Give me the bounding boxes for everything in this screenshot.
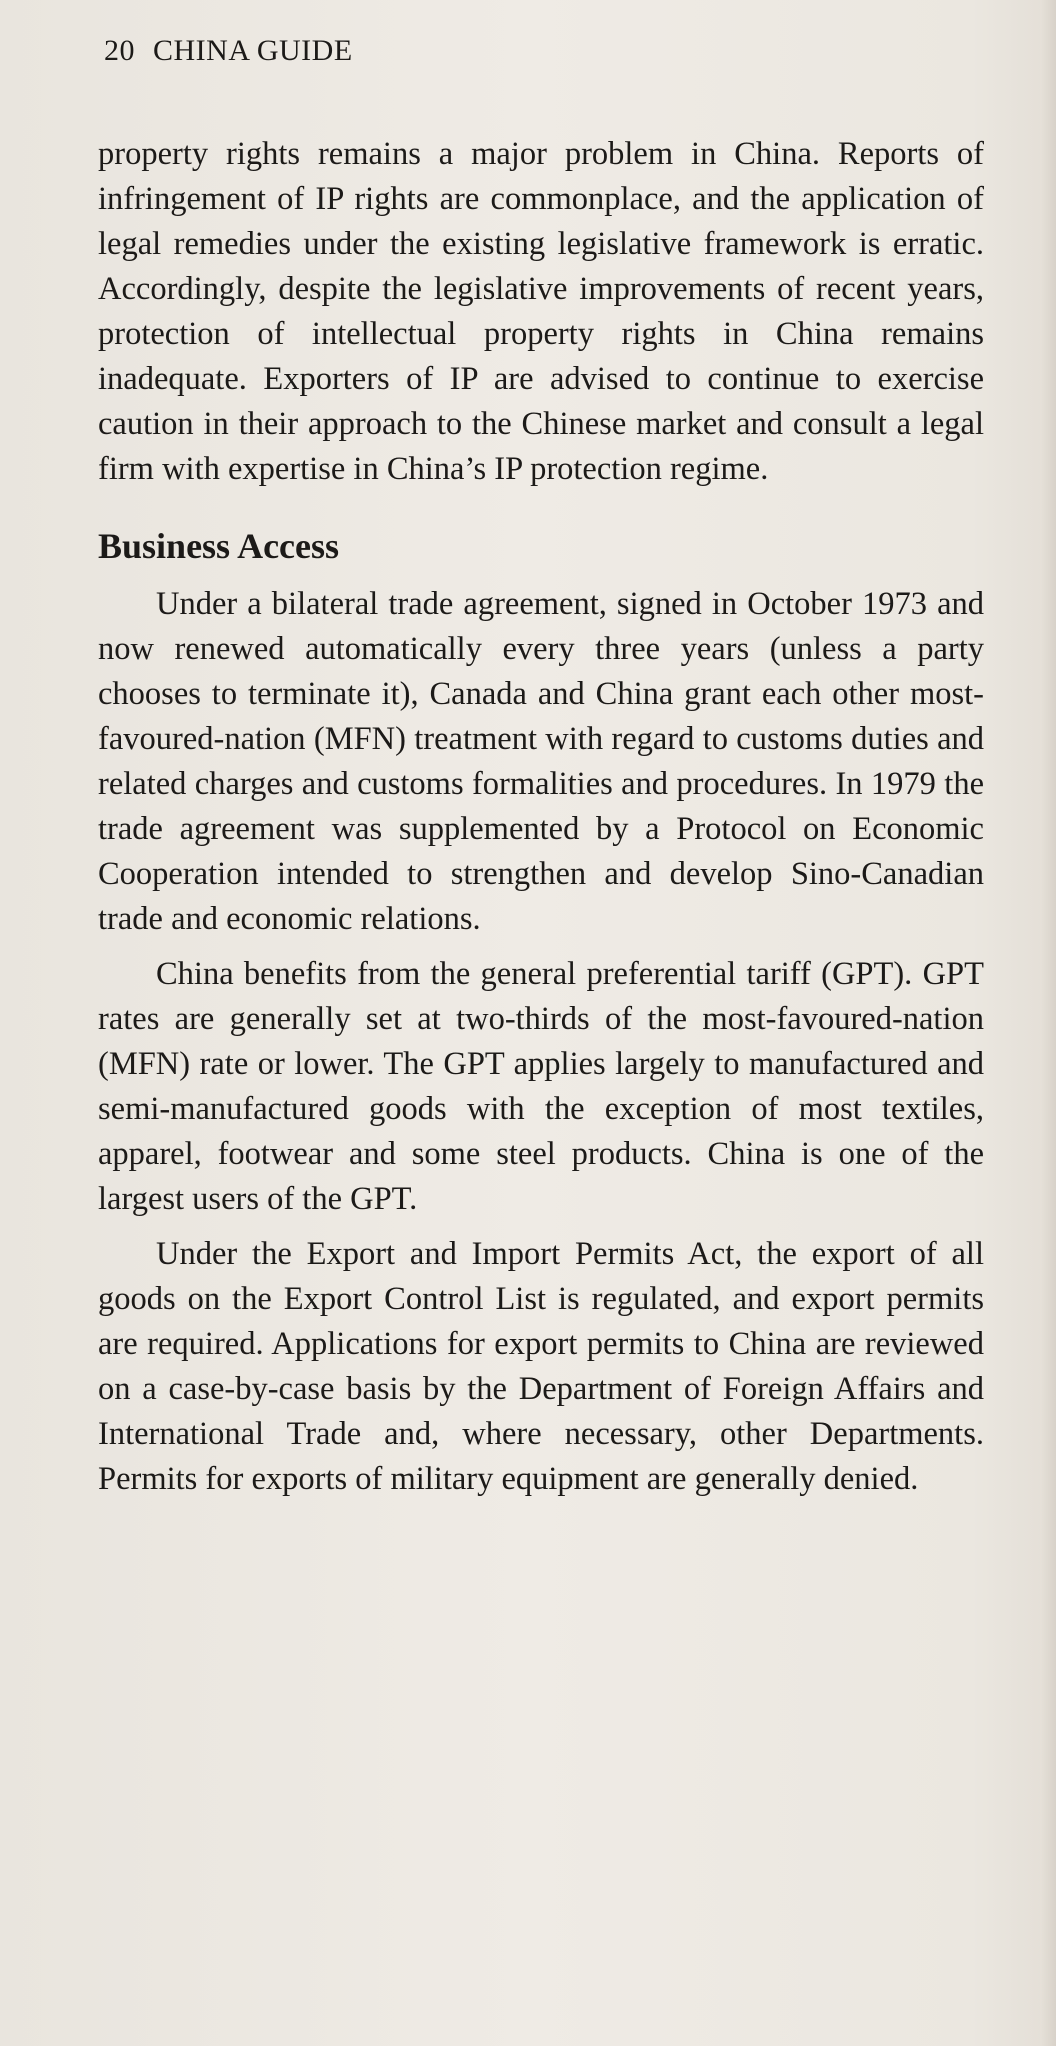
paragraph-export-permits: Under the Export and Import Permits Act, the export of all goods on the Export Control List is regulated, and export permits are required. Applications for export permits to China are reviewed on a case-by-case basis by the Department of Foreign Affairs and International Trade and, where necessary, other Departments. Permits for exports of military equipment are generally denied. <box>98 1236 984 1497</box>
paragraph-ip-protection: property rights remains a major problem in China. Reports of infringement of IP rights are commonplace, and the application of legal remedies under the existing legislative framework is erratic. Accordingly, despite the legislative improvements of recent years, protection of intellectual property rights in China remains inadequate. Exporters of IP are advised to continue to exercise caution in their approach to the Chinese market and consult a legal firm with expertise in China’s IP protection regime. <box>98 136 984 487</box>
paragraph-gpt: China benefits from the general preferential tariff (GPT). GPT rates are generally set at two-thirds of the most-favoured-nation (MFN) rate or lower. The GPT applies largely to manufactured and semi-manufactured goods with the exception of most textiles, apparel, footwear and some steel products. China is one of the largest users of the GPT. <box>98 956 984 1217</box>
running-title: CHINA GUIDE <box>153 34 353 67</box>
running-head <box>104 34 353 68</box>
section-heading-business-access: Business Access <box>98 526 340 566</box>
page-edge-shadow <box>1040 0 1056 2046</box>
paragraph-trade-agreement: Under a bilateral trade agreement, signed in October 1973 and now renewed automatically every three years (unless a party chooses to terminate it), Canada and China grant each other most-favoured-nation (MFN) treatment with regard to customs duties and related charges and customs formalities and procedures. In 1979 the trade agreement was supplemented by a Protocol on Economic Cooperation intended to strengthen and develop Sino-Canadian trade and economic relations. <box>98 586 984 937</box>
page-number: 20 <box>104 34 135 67</box>
body-text <box>98 132 984 1502</box>
